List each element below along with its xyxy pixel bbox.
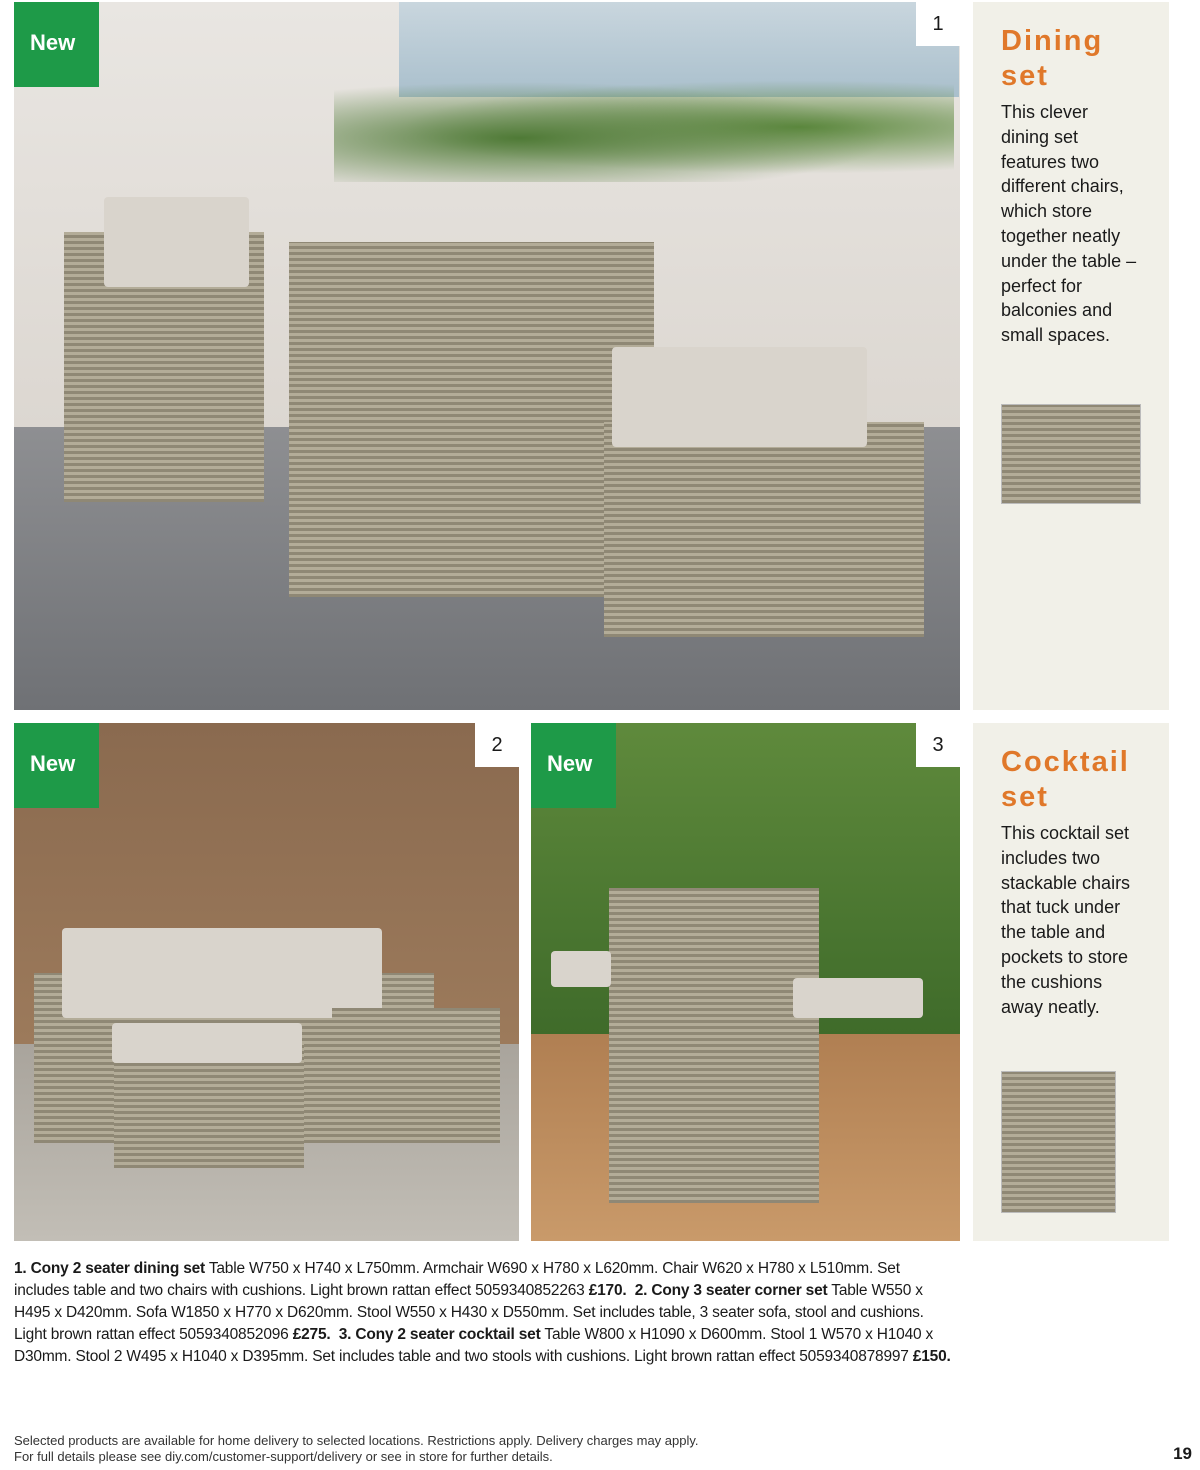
page-number: 19: [1173, 1444, 1192, 1463]
product-1-price: £170.: [588, 1282, 627, 1299]
product-3-details: Table W800 x H1090 x D600mm. Stool 1 W570 x H1040 x D30mm. Stool 2 W495 x H1040 x D395mm. Set includes table and two stools with cushions. Light brown rattan effect 5059340878997: [14, 1326, 934, 1365]
planter-plants: [334, 72, 954, 182]
product-1-details: Table W750 x H740 x L750mm. Armchair W690 x H780 x L620mm. Chair W620 x H780 x L510mm. Set includes table and two chairs with cushions. Light brown rattan effect 5059340852263: [14, 1260, 900, 1299]
footer-line-1: Selected products are available for home delivery to selected locations. Restrictions apply. Delivery charges may apply.: [14, 1433, 699, 1448]
dining-set-photo: [14, 2, 960, 710]
product-number: 1: [916, 2, 960, 46]
chair-cushion: [612, 347, 867, 447]
footer-line-2: For full details please see diy.com/customer-support/delivery or see in store for further details.: [14, 1449, 553, 1464]
product-number: 2: [475, 723, 519, 767]
dining-set-thumbnail: [1001, 404, 1141, 504]
chair: [604, 422, 924, 637]
armchair-cushion: [104, 197, 249, 287]
product-descriptions: [14, 1258, 959, 1368]
stool-cushion-left: [551, 951, 611, 987]
panel-title: Dining set: [1001, 25, 1104, 92]
sofa-cushions: [62, 928, 382, 1018]
product-3-name: 3. Cony 2 seater cocktail set: [338, 1326, 541, 1343]
panel-title: Cocktail set: [1001, 746, 1130, 813]
product-number: 3: [916, 723, 960, 767]
stool-cushion: [793, 978, 923, 1018]
cocktail-set-photo: [531, 723, 960, 1241]
panel-text: This clever dining set features two different chairs, which store together neatly under the table – perfect for balconies and small spaces.: [1001, 102, 1137, 346]
side-table: [332, 1008, 500, 1143]
footer-note: [14, 1433, 699, 1465]
product-1-name: 1. Cony 2 seater dining set: [14, 1260, 205, 1277]
bar-table: [609, 888, 819, 1203]
stool-cushion: [112, 1023, 302, 1063]
new-badge: New: [14, 2, 99, 87]
new-badge: New: [531, 723, 616, 808]
table: [289, 242, 654, 597]
product-2-name: 2. Cony 3 seater corner set: [634, 1282, 828, 1299]
cocktail-set-thumbnail: [1001, 1071, 1116, 1213]
corner-set-photo: [14, 723, 519, 1241]
cocktail-set-panel: [973, 723, 1169, 1241]
product-2-details: Table W550 x H495 x D420mm. Sofa W1850 x H770 x D620mm. Stool W550 x H430 x D550mm. Set includes table, 3 seater sofa, stool and cushions. Light brown rattan effect 5059340852096: [14, 1282, 924, 1343]
new-badge: New: [14, 723, 99, 808]
dining-set-panel: [973, 2, 1169, 710]
panel-text: This cocktail set includes two stackable chairs that tuck under the table and pockets to store the cushions away neatly.: [1001, 823, 1131, 1017]
product-2-price: £275.: [292, 1326, 331, 1343]
product-3-price: £150.: [912, 1348, 951, 1365]
